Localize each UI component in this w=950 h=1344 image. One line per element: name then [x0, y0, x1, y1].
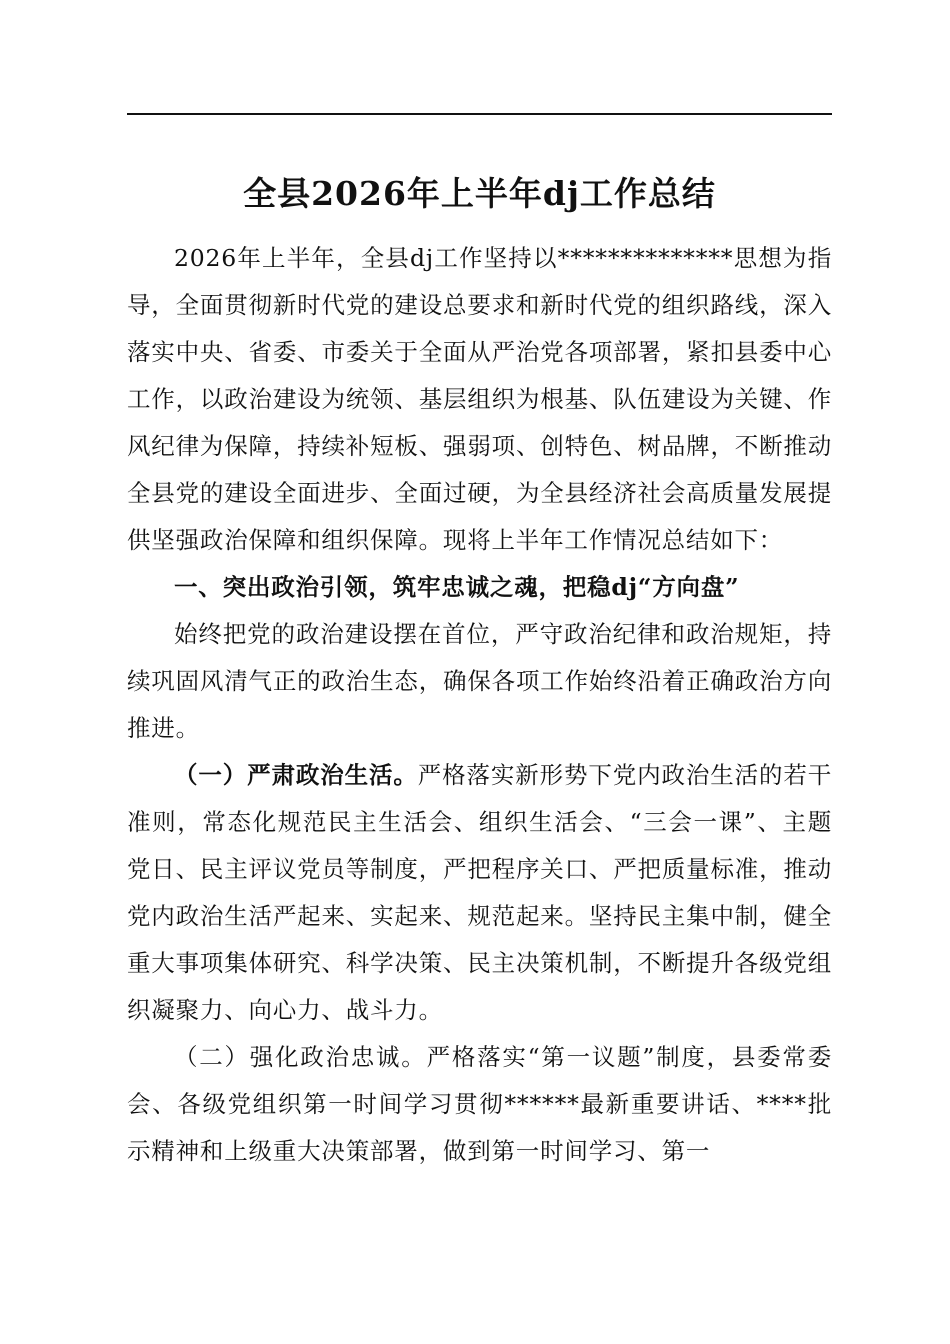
subsection-paragraph-2 — [127, 1034, 832, 1175]
subsection-text-2: 严格落实“第一议题”制度，县委常委会、各级党组织第一时间学习贯彻******最新重要讲话、****批示精神和上级重大决策部署，做到第一时间学习、第一 — [127, 1043, 832, 1165]
section-heading-1: 一、突出政治引领，筑牢忠诚之魂，把稳dj“方向盘” — [174, 573, 740, 601]
subsection-paragraph-1 — [127, 752, 832, 1034]
subsection-lead-1: （一）严肃政治生活。 — [174, 761, 418, 789]
document-title: 全县2026年上半年dj工作总结 — [243, 174, 716, 213]
header-rule — [127, 113, 832, 115]
subsection-lead-2: （二）强化政治忠诚。 — [174, 1043, 427, 1071]
subsection-text-1: 严格落实新形势下党内政治生活的若干准则，常态化规范民主生活会、组织生活会、“三会一课”、主题党日、民主评议党员等制度，严把程序关口、严把质量标准，推动党内政治生活严起来、实起来、规范起来。坚持民主集中制，健全重大事项集体研究、科学决策、民主决策机制，不断提升各级党组织凝聚力、向心力、战斗力。 — [127, 761, 832, 1024]
intro-paragraph: 2026年上半年，全县dj工作坚持以**************思想为指导，全面贯彻新时代党的建设总要求和新时代党的组织路线，深入落实中央、省委、市委关于全面从严治党各项部署，紧扣县委中心工作，以政治建设为统领、基层组织为根基、队伍建设为关键、作风纪律为保障，持续补短板、强弱项、创特色、树品牌，不断推动全县党的建设全面进步、全面过硬，为全县经济社会高质量发展提供坚强政治保障和组织保障。现将上半年工作情况总结如下： — [127, 244, 832, 554]
section-1-intro-paragraph: 始终把党的政治建设摆在首位，严守政治纪律和政治规矩，持续巩固风清气正的政治生态，确保各项工作始终沿着正确政治方向推进。 — [127, 620, 832, 742]
document-body — [127, 235, 832, 1175]
